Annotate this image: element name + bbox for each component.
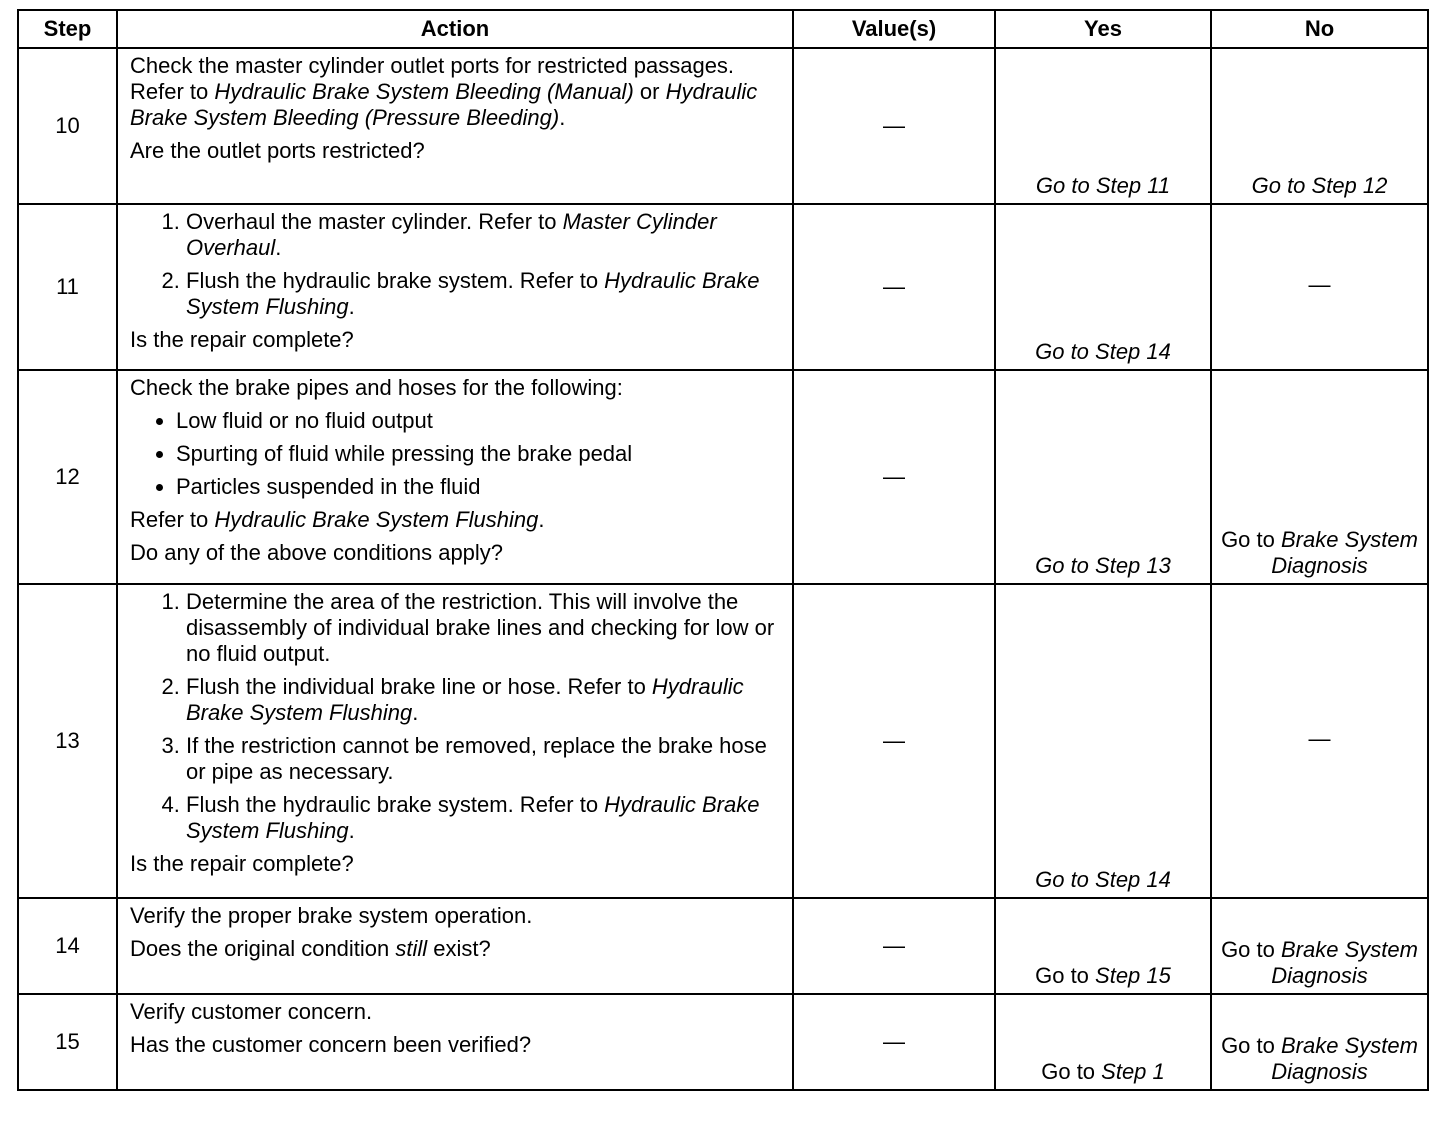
list-item: 3. If the restriction cannot be removed, replace the brake hose or pipe as necessary. xyxy=(186,733,782,785)
action-cell xyxy=(117,48,793,204)
action-text: Check the master cylinder outlet ports for restricted passages. Refer to Hydraulic Brake System Bleeding (Manual) or Hydraulic Brake System Bleeding (Pressure Bleeding). xyxy=(130,53,758,130)
step-number: 12 xyxy=(18,370,117,584)
table-row xyxy=(18,204,1428,370)
header-yes: Yes xyxy=(995,10,1211,48)
action-cell xyxy=(117,204,793,370)
table-row xyxy=(18,370,1428,584)
table-row xyxy=(18,898,1428,994)
yes-cell: Go to Step 1 xyxy=(995,994,1211,1090)
no-cell: — xyxy=(1211,204,1428,370)
value-cell: — xyxy=(793,898,995,994)
action-text: Verify customer concern. xyxy=(130,999,373,1024)
yes-cell: Go to Step 15 xyxy=(995,898,1211,994)
list-item: 1. Determine the area of the restriction. This will involve the disassembly of individual brake lines and checking for low or no fluid output. xyxy=(186,589,782,667)
list-item: 2. Flush the individual brake line or hose. Refer to Hydraulic Brake System Flushing. xyxy=(186,674,782,726)
header-no: No xyxy=(1211,10,1428,48)
header-value: Value(s) xyxy=(793,10,995,48)
action-question: Do any of the above conditions apply? xyxy=(130,540,504,565)
action-question: Is the repair complete? xyxy=(130,327,354,352)
list-item: • Spurting of fluid while pressing the brake pedal xyxy=(176,441,782,467)
action-intro: Check the brake pipes and hoses for the following: xyxy=(130,375,623,400)
diagnostic-table xyxy=(17,9,1429,1091)
step-number: 14 xyxy=(18,898,117,994)
action-cell xyxy=(117,584,793,898)
table-row xyxy=(18,48,1428,204)
action-list xyxy=(130,209,782,320)
value-cell: — xyxy=(793,994,995,1090)
list-item: • Low fluid or no fluid output xyxy=(176,408,782,434)
value-cell: — xyxy=(793,48,995,204)
header-step: Step xyxy=(18,10,117,48)
step-number: 15 xyxy=(18,994,117,1090)
header-action: Action xyxy=(117,10,793,48)
step-number: 13 xyxy=(18,584,117,898)
list-item: 4. Flush the hydraulic brake system. Refer to Hydraulic Brake System Flushing. xyxy=(186,792,782,844)
no-cell: Go to Brake System Diagnosis xyxy=(1211,370,1428,584)
list-item: 2. Flush the hydraulic brake system. Refer to Hydraulic Brake System Flushing. xyxy=(186,268,782,320)
value-cell: — xyxy=(793,584,995,898)
action-text: Verify the proper brake system operation. xyxy=(130,903,533,928)
no-cell: — xyxy=(1211,584,1428,898)
header-row xyxy=(18,10,1428,48)
action-question: Is the repair complete? xyxy=(130,851,354,876)
action-cell xyxy=(117,898,793,994)
value-cell: — xyxy=(793,370,995,584)
action-reference: Refer to Hydraulic Brake System Flushing. xyxy=(130,507,545,532)
action-cell xyxy=(117,370,793,584)
yes-cell: Go to Step 13 xyxy=(995,370,1211,584)
action-list xyxy=(130,589,782,844)
step-number: 10 xyxy=(18,48,117,204)
table-row xyxy=(18,584,1428,898)
no-cell: Go to Brake System Diagnosis xyxy=(1211,994,1428,1090)
step-number: 11 xyxy=(18,204,117,370)
yes-cell: Go to Step 14 xyxy=(995,204,1211,370)
action-question: Does the original condition still exist? xyxy=(130,936,491,961)
list-item: 1. Overhaul the master cylinder. Refer to Master Cylinder Overhaul. xyxy=(186,209,782,261)
yes-cell: Go to Step 14 xyxy=(995,584,1211,898)
action-question: Are the outlet ports restricted? xyxy=(130,138,425,163)
action-question: Has the customer concern been verified? xyxy=(130,1032,532,1057)
no-cell: Go to Brake System Diagnosis xyxy=(1211,898,1428,994)
value-cell: — xyxy=(793,204,995,370)
action-cell xyxy=(117,994,793,1090)
list-item: • Particles suspended in the fluid xyxy=(176,474,782,500)
yes-cell: Go to Step 11 xyxy=(995,48,1211,204)
table-row xyxy=(18,994,1428,1090)
action-bullets xyxy=(130,408,782,500)
no-cell: Go to Step 12 xyxy=(1211,48,1428,204)
